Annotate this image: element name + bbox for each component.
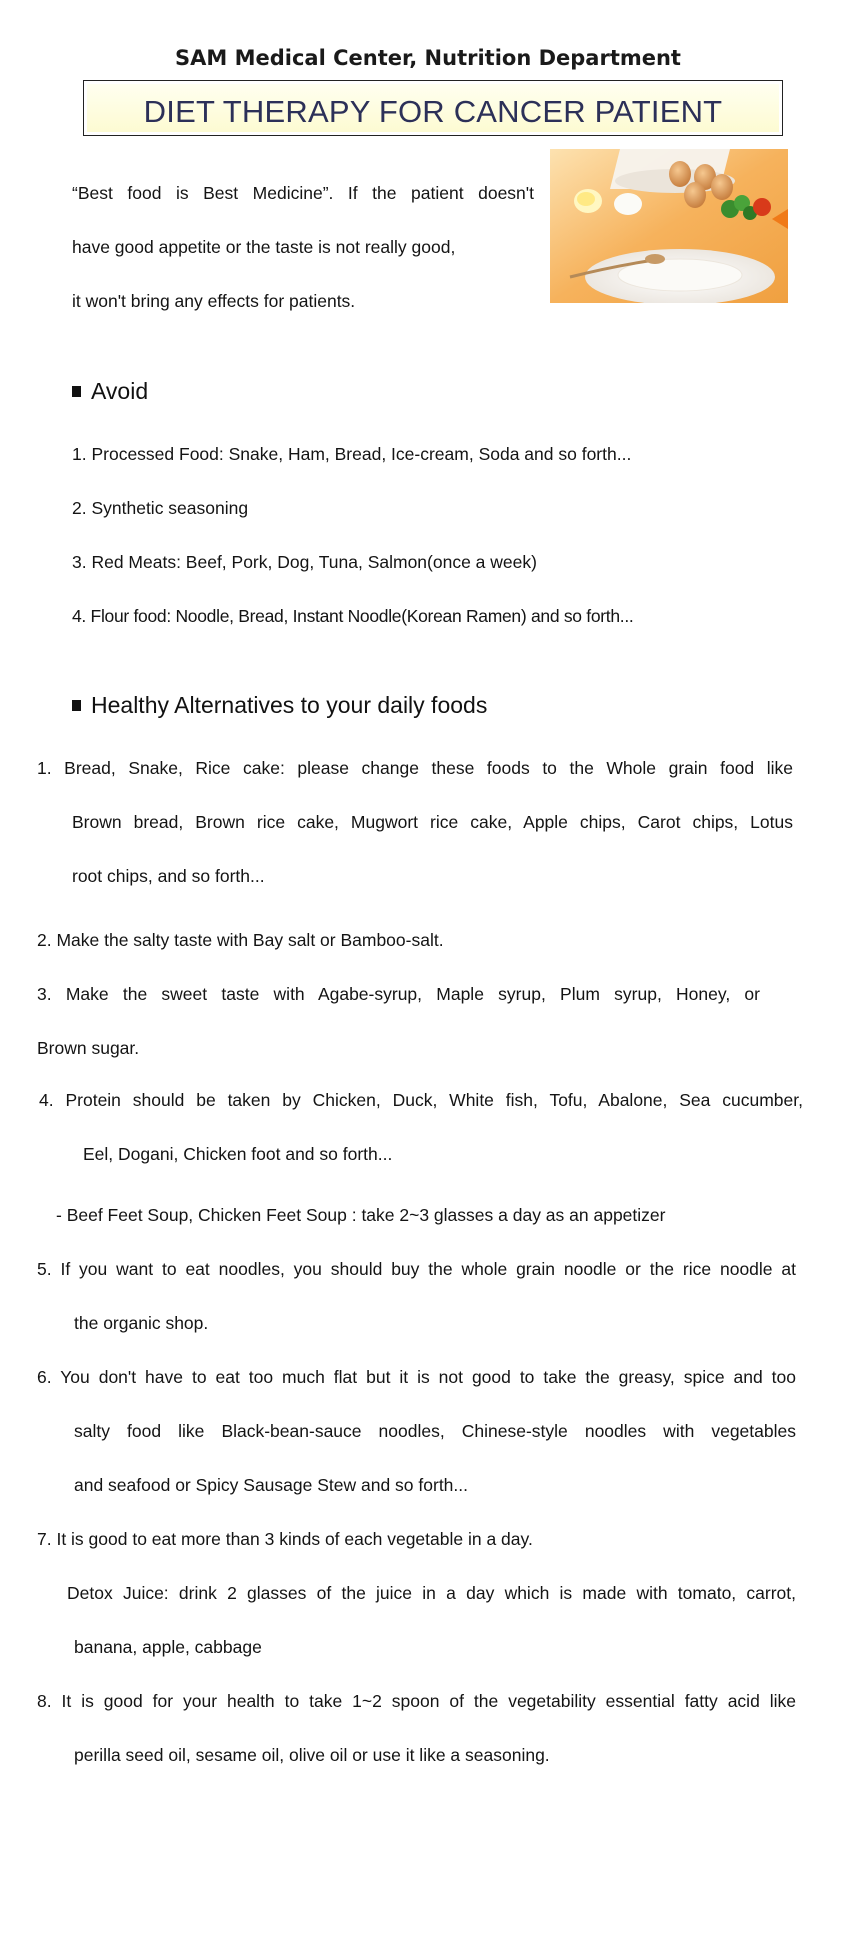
alternatives-line: 5. If you want to eat noodles, you should buy the whole grain noodle or the rice noodle at [37, 1259, 796, 1279]
alternatives-line: and seafood or Spicy Sausage Stew and so forth... [74, 1475, 468, 1495]
title-banner-fill [87, 84, 779, 132]
alternatives-section-label: Healthy Alternatives to your daily foods [91, 692, 488, 718]
square-bullet-icon [72, 386, 81, 397]
alternatives-line: banana, apple, cabbage [74, 1637, 262, 1657]
alternatives-line: 8. It is good for your health to take 1~2 spoon of the vegetability essential fatty acid like [37, 1691, 796, 1711]
alternatives-line: Detox Juice: drink 2 glasses of the juice in a day which is made with tomato, carrot, [67, 1583, 796, 1603]
alternatives-line: 6. You don't have to eat too much flat but it is not good to take the greasy, spice and too [37, 1367, 796, 1387]
alternatives-section-title [72, 692, 487, 719]
avoid-item: 1. Processed Food: Snake, Ham, Bread, Ice-cream, Soda and so forth... [72, 444, 632, 464]
intro-line-1: “Best food is Best Medicine”. If the patient doesn't [72, 183, 534, 203]
alternatives-line: - Beef Feet Soup, Chicken Feet Soup : take 2~3 glasses a day as an appetizer [56, 1205, 666, 1225]
intro-line-2: have good appetite or the taste is not really good, [72, 237, 456, 257]
intro-line-3: it won't bring any effects for patients. [72, 291, 356, 311]
alternatives-line: Eel, Dogani, Chicken foot and so forth... [83, 1144, 393, 1164]
alternatives-line: the organic shop. [74, 1313, 209, 1333]
avoid-item: 3. Red Meats: Beef, Pork, Dog, Tuna, Salmon(once a week) [72, 552, 537, 572]
alternatives-line: Brown bread, Brown rice cake, Mugwort rice cake, Apple chips, Carot chips, Lotus [72, 812, 793, 832]
square-bullet-icon [72, 700, 81, 711]
avoid-item: 2. Synthetic seasoning [72, 498, 249, 518]
food-photo-icon [550, 149, 788, 303]
alternatives-line: salty food like Black-bean-sauce noodles, Chinese-style noodles with vegetables [74, 1421, 796, 1441]
alternatives-line: 7. It is good to eat more than 3 kinds of each vegetable in a day. [37, 1529, 533, 1549]
avoid-section-label: Avoid [91, 378, 149, 404]
alternatives-line: 1. Bread, Snake, Rice cake: please change these foods to the Whole grain food like [37, 758, 793, 778]
alternatives-line: 4. Protein should be taken by Chicken, Duck, White fish, Tofu, Abalone, Sea cucumber, [39, 1090, 803, 1110]
avoid-item: 4. Flour food: Noodle, Bread, Instant Noodle(Korean Ramen) and so forth... [72, 606, 634, 626]
title-banner [83, 80, 783, 136]
alternatives-line: root chips, and so forth... [72, 866, 265, 886]
page-title: DIET THERAPY FOR CANCER PATIENT [143, 94, 723, 129]
alternatives-line: 2. Make the salty taste with Bay salt or Bamboo-salt. [37, 930, 444, 950]
alternatives-line: perilla seed oil, sesame oil, olive oil or use it like a seasoning. [74, 1745, 550, 1765]
alternatives-line: Brown sugar. [37, 1038, 140, 1058]
organization-header: SAM Medical Center, Nutrition Department [175, 46, 681, 70]
alternatives-line: 3. Make the sweet taste with Agabe-syrup, Maple syrup, Plum syrup, Honey, or [37, 984, 760, 1004]
avoid-section-title [72, 378, 148, 405]
